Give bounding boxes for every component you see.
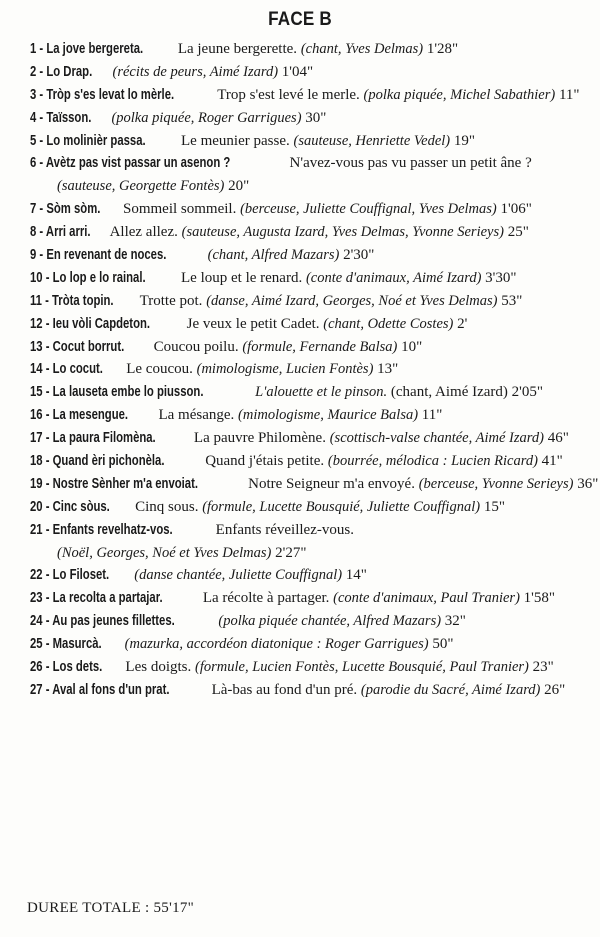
track-info: (parodie du Sacré, Aimé Izard) — [360, 681, 541, 698]
track-info: (scottisch-valse chantée, Aimé Izard) — [329, 430, 544, 447]
track-info: (mimologisme, Maurice Balsa) — [238, 407, 419, 424]
track-line — [30, 679, 590, 702]
track-title: 22 - Lo Filoset. — [30, 567, 110, 584]
track-line — [30, 290, 590, 313]
track-translation: Les doigts. — [121, 659, 196, 676]
track-title: 15 - La lauseta embe lo piusson. — [30, 384, 204, 401]
track-line — [30, 427, 590, 450]
track-title: 12 - Ieu vòli Capdeton. — [30, 315, 151, 332]
track-line — [30, 381, 590, 404]
track-title: 21 - Enfants revelhatz-vos. — [30, 521, 173, 538]
track-title: 11 - Tròta topin. — [30, 292, 114, 309]
track-title: 1 - La jove bergereta. — [30, 41, 144, 57]
track-info: (sauteuse, Augusta Izard, Yves Delmas, Yvonne Serieys) — [181, 224, 504, 241]
track-duration: 13" — [373, 361, 399, 378]
track-translation: Là-bas au fond d'un pré. — [207, 681, 361, 698]
track-line — [30, 404, 590, 427]
track-line — [30, 519, 590, 542]
track-duration: 32" — [441, 613, 466, 630]
track-info: (polka piquée chantée, Alfred Mazars) — [218, 613, 442, 630]
track-line — [30, 38, 590, 61]
track-title: 13 - Cocut borrut. — [30, 338, 125, 355]
track-duration: 2'30" — [339, 247, 375, 264]
track-info: (sauteuse, Henriette Vedel) — [293, 132, 451, 149]
track-line — [30, 473, 599, 496]
track-duration: 10" — [397, 338, 423, 355]
track-translation: La récolte à partager. — [199, 590, 334, 607]
track-title: 14 - Lo cocut. — [30, 361, 103, 378]
track-title: 3 - Tròp s'es levat lo mèrle. — [30, 86, 175, 103]
track-translation: Quand j'étais petite. — [201, 453, 328, 470]
track-duration: 36" — [573, 475, 599, 492]
track-duration: 20" — [224, 178, 250, 195]
track-duration: 14" — [342, 567, 367, 584]
track-continuation-line — [30, 542, 590, 565]
track-duration: 2'27" — [271, 544, 307, 561]
track-line — [30, 152, 590, 175]
track-line — [30, 450, 590, 473]
track-info: (conte d'animaux, Paul Tranier) — [333, 590, 520, 607]
track-info: (berceuse, Juliette Couffignal, Yves Delmas) — [240, 201, 497, 218]
track-info: (formule, Lucette Bousquié, Juliette Couffignal) — [202, 498, 481, 515]
track-title: 19 - Nostre Sènher m'a envoiat. — [30, 475, 199, 492]
track-line — [30, 587, 590, 610]
track-info: (mimologisme, Lucien Fontès) — [196, 361, 374, 378]
track-line — [30, 130, 590, 153]
track-translation: Allez allez. — [106, 224, 182, 241]
track-title: 7 - Sòm sòm. — [30, 201, 101, 218]
track-duration: 1'04" — [278, 63, 314, 80]
track-duration: (chant, Aimé Izard) 2'05" — [387, 384, 543, 401]
track-translation: Le meunier passe. — [177, 132, 294, 149]
track-line — [30, 564, 590, 587]
track-title: 4 - Taïsson. — [30, 109, 92, 126]
track-info: (chant, Odette Costes) — [323, 315, 454, 332]
track-title: 24 - Au pas jeunes fillettes. — [30, 613, 175, 630]
track-duration: 50" — [428, 636, 454, 653]
track-title: 8 - Arri arri. — [30, 224, 91, 241]
track-info: (conte d'animaux, Aimé Izard) — [305, 269, 482, 286]
total-duration: DUREE TOTALE : 55'17" — [27, 900, 195, 916]
track-title: 26 - Los dets. — [30, 659, 103, 676]
track-translation: Le loup et le renard. — [177, 269, 306, 286]
track-line — [30, 198, 590, 221]
track-line — [30, 244, 590, 267]
track-duration: 11" — [555, 86, 580, 103]
track-line — [30, 267, 590, 290]
track-title: 10 - Lo lop e lo rainal. — [30, 269, 146, 286]
track-duration: 25" — [503, 224, 529, 241]
track-info: (formule, Fernande Balsa) — [242, 338, 398, 355]
track-duration: 3'30" — [481, 269, 517, 286]
track-line — [30, 358, 590, 381]
track-duration: 30" — [301, 109, 327, 126]
track-duration: 19" — [450, 132, 475, 149]
track-translation: La jeune bergerette. — [174, 41, 301, 57]
track-title: 17 - La paura Filomèna. — [30, 430, 156, 447]
track-info: (berceuse, Yvonne Serieys) — [418, 475, 574, 492]
track-duration: 41" — [537, 453, 563, 470]
track-translation: La mésange. — [154, 407, 239, 424]
track-translation: Notre Seigneur m'a envoyé. — [244, 475, 419, 492]
track-duration: 1'06" — [496, 201, 532, 218]
track-line — [30, 107, 590, 130]
track-translation: Enfants réveillez-vous. — [211, 521, 354, 538]
track-duration: 11" — [418, 407, 443, 424]
track-title: 9 - En revenant de noces. — [30, 247, 167, 264]
track-title: 16 - La mesengue. — [30, 407, 129, 424]
track-duration: 1'28" — [423, 41, 459, 57]
track-title: 18 - Quand èri pichonèla. — [30, 453, 165, 470]
track-info: (bourrée, mélodica : Lucien Ricard) — [327, 453, 538, 470]
track-line — [30, 313, 590, 336]
track-title: 23 - La recolta a partajar. — [30, 590, 163, 607]
track-info: (danse chantée, Juliette Couffignal) — [134, 567, 343, 584]
track-info: (chant, Yves Delmas) — [300, 41, 424, 57]
track-duration: 23" — [528, 659, 554, 676]
track-translation: N'avez-vous pas vu passer un petit âne ? — [285, 155, 532, 172]
track-duration: 1'58" — [519, 590, 555, 607]
track-title: 25 - Masurcà. — [30, 636, 102, 653]
track-duration: 26" — [540, 681, 566, 698]
track-info: (polka piquée, Roger Garrigues) — [111, 109, 302, 126]
track-line — [30, 61, 590, 84]
track-translation: Coucou poilu. — [149, 338, 243, 355]
track-info: (danse, Aimé Izard, Georges, Noé et Yves Delmas) — [206, 292, 498, 309]
track-duration: 15" — [480, 498, 505, 515]
track-title: 27 - Aval al fons d'un prat. — [30, 681, 170, 698]
track-translation: Cinq sous. — [131, 498, 203, 515]
track-translation: Le coucou. — [122, 361, 197, 378]
track-translation: Trotte pot. — [136, 292, 207, 309]
track-title: 20 - Cinc sòus. — [30, 498, 110, 515]
track-info: (mazurka, accordéon diatonique : Roger Garrigues) — [124, 636, 429, 653]
track-line — [30, 496, 590, 519]
track-info: L'alouette et le pinson. — [255, 384, 388, 401]
track-info: (polka piquée, Michel Sabathier) — [363, 86, 556, 103]
track-translation: Sommeil sommeil. — [119, 201, 241, 218]
track-translation: Je veux le petit Cadet. — [182, 315, 324, 332]
track-line — [30, 656, 590, 679]
track-duration: 46" — [543, 430, 569, 447]
page-title: FACE B — [268, 9, 332, 30]
track-translation: La pauvre Philomène. — [190, 430, 330, 447]
track-line — [30, 221, 590, 244]
track-translation: Trop s'est levé le merle. — [213, 86, 364, 103]
track-title: 5 - Lo molinièr passa. — [30, 132, 146, 149]
track-title: 6 - Avètz pas vist passar un asenon ? — [30, 155, 231, 172]
track-list — [30, 38, 599, 702]
track-info: (Noël, Georges, Noé et Yves Delmas) — [57, 544, 272, 561]
track-info: (récits de peurs, Aimé Izard) — [112, 63, 279, 80]
track-duration: 2' — [453, 315, 468, 332]
track-line — [30, 336, 590, 359]
track-line — [30, 633, 590, 656]
track-info: (sauteuse, Georgette Fontès) — [57, 178, 225, 195]
track-line — [30, 84, 590, 107]
track-continuation-line — [30, 175, 590, 198]
track-info: (chant, Alfred Mazars) — [207, 247, 340, 264]
track-title: 2 - Lo Drap. — [30, 63, 93, 80]
track-duration: 53" — [497, 292, 523, 309]
track-info: (formule, Lucien Fontès, Lucette Bousquié, Paul Tranier) — [195, 659, 529, 676]
track-line — [30, 610, 590, 633]
